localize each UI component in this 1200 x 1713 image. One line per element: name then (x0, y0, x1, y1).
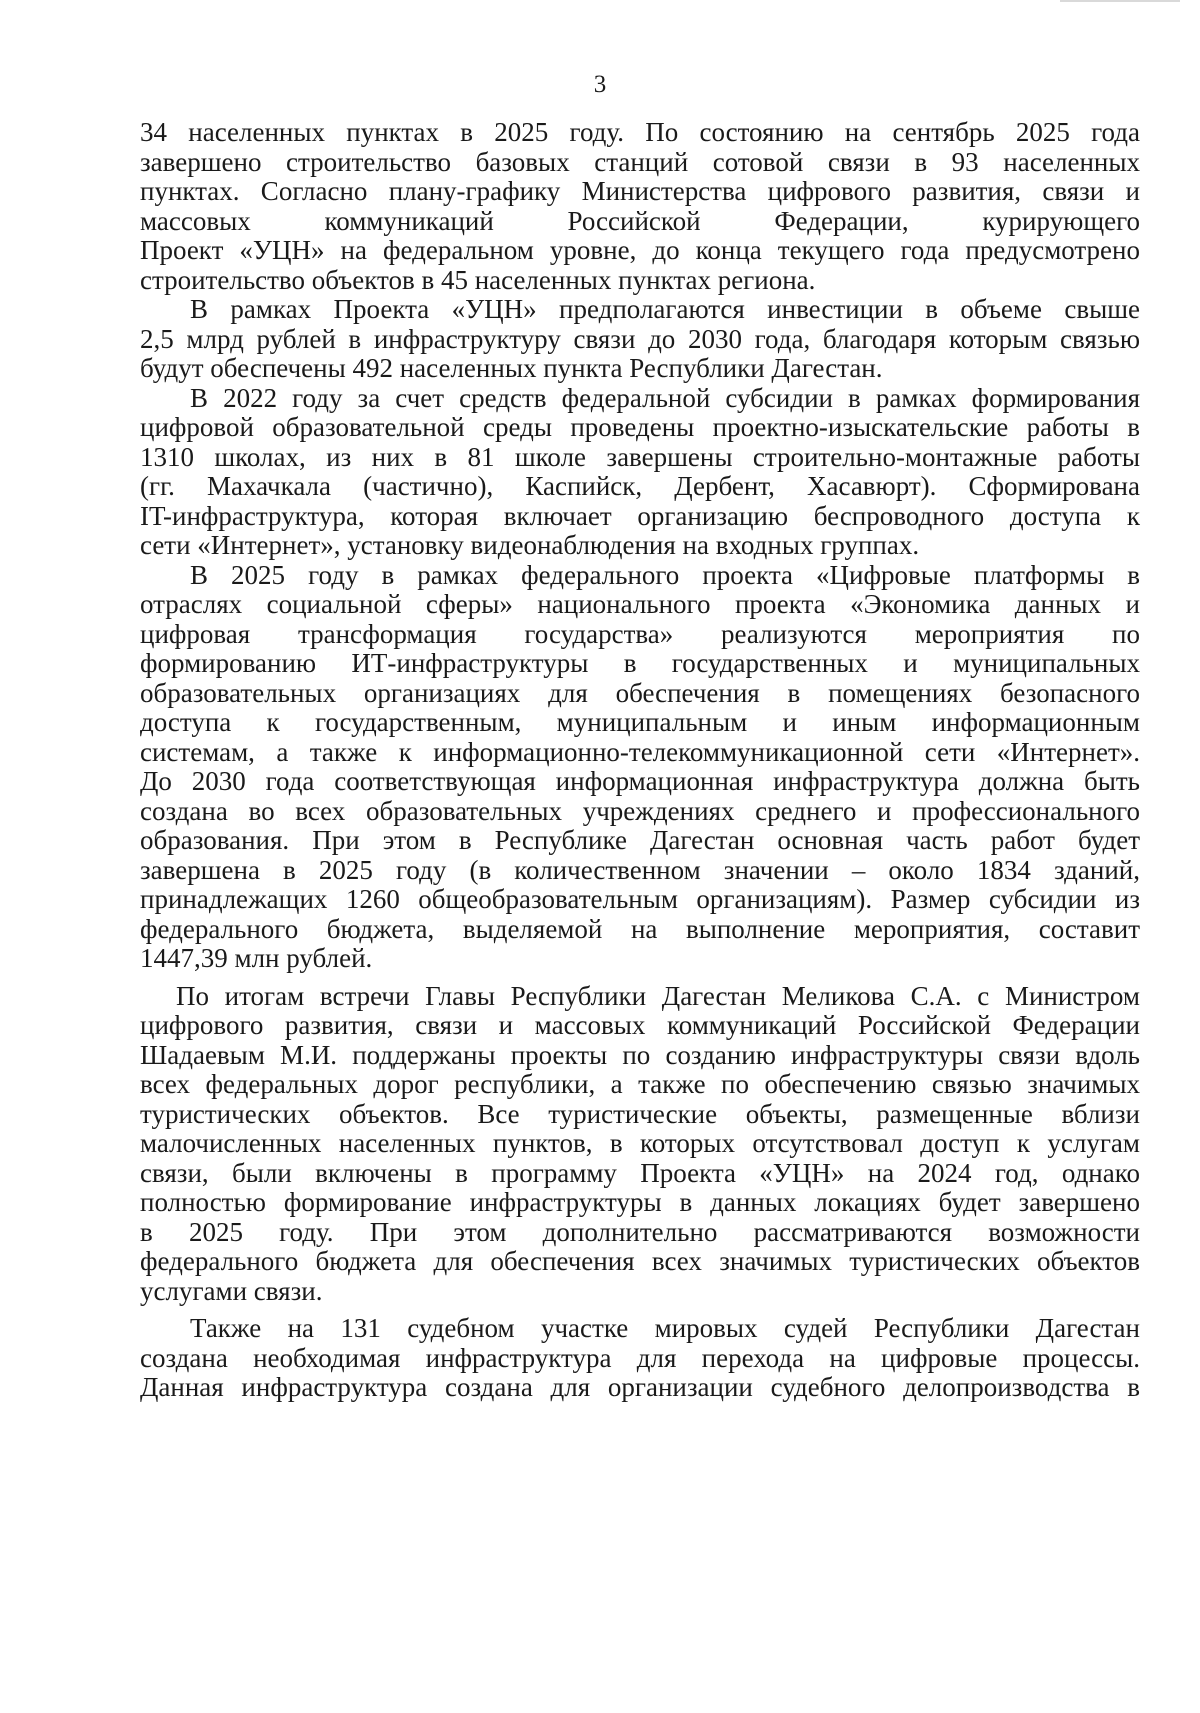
text-line: В рамках Проекта «УЦН» предполагаются инвестиции в объеме свыше (190, 294, 1140, 324)
text-line: завершено строительство базовых станций сотовой связи в 93 населенных (140, 146, 1140, 177)
paragraph-continuation (140, 118, 1140, 295)
text-line: 1447,39 млн рублей. (140, 943, 373, 973)
text-line: принадлежащих 1260 общеобразовательным организациям). Размер субсидии из (140, 884, 1140, 914)
text-line: цифровая трансформация государства» реализуются мероприятия по (140, 618, 1140, 649)
text-line: связи, были включены в программу Проекта «УЦН» на 2024 год, однако (140, 1157, 1140, 1188)
text-line: федерального бюджета для обеспечения всех значимых туристических объектов (140, 1246, 1140, 1276)
document-body (140, 118, 1140, 1403)
text-line: отраслях социальной сферы» национального проекта «Экономика данных и (140, 589, 1140, 619)
text-line: По итогам встречи Главы Республики Дагестан Меликова С.А. с Министром (176, 980, 1140, 1011)
text-line: создана во всех образовательных учреждениях среднего и профессионального (140, 795, 1140, 826)
text-line: сети «Интернет», установку видеонаблюдения на входных группах. (140, 530, 920, 560)
text-line: образовательных организациях для обеспечения в помещениях безопасного (140, 677, 1140, 708)
text-line: федерального бюджета, выделяемой на выполнение мероприятия, составит (140, 913, 1140, 944)
text-line: полностью формирование инфраструктуры в данных локациях будет завершено (140, 1187, 1140, 1217)
text-line: До 2030 года соответствующая информационная инфраструктура должна быть (140, 766, 1140, 796)
text-line: 34 населенных пунктах в 2025 году. По состоянию на сентябрь 2025 года (140, 117, 1140, 147)
paragraph-court-sites (140, 1314, 1140, 1403)
text-line: будут обеспечены 492 населенных пункта Республики Дагестан. (140, 353, 883, 383)
text-line: В 2022 году за счет средств федеральной субсидии в рамках формирования (190, 382, 1140, 413)
paragraph-meeting-results (140, 982, 1140, 1307)
paragraph-2025-digital-platforms (140, 561, 1140, 974)
text-line: пунктах. Согласно плану-графику Министерства цифрового развития, связи и (140, 176, 1140, 206)
text-line: формированию ИТ-инфраструктуры в государственных и муниципальных (140, 648, 1140, 678)
text-line: цифрового развития, связи и массовых коммуникаций Российской Федерации (140, 1010, 1140, 1040)
page-number: 3 (593, 71, 607, 98)
text-line: В 2025 году в рамках федерального проекта «Цифровые платформы в (190, 559, 1140, 590)
text-line: IT-инфраструктура, которая включает организацию беспроводного доступа к (140, 500, 1140, 531)
text-line: завершена в 2025 году (в количественном значении – около 1834 зданий, (140, 854, 1140, 885)
paragraph-ucn-investments (140, 295, 1140, 384)
text-line: 1310 школах, из них в 81 школе завершены строительно-монтажные работы (140, 441, 1140, 472)
text-line: всех федеральных дорог республики, а также по обеспечению связью значимых (140, 1069, 1140, 1099)
paragraph-2022-schools (140, 384, 1140, 561)
text-line: в 2025 году. При этом дополнительно рассматриваются возможности (140, 1216, 1140, 1247)
scan-edge-mark (1060, 0, 1180, 2)
text-line: (гг. Махачкала (частично), Каспийск, Дербент, Хасавюрт). Сформирована (140, 471, 1140, 501)
text-line: массовых коммуникаций Российской Федерации, курирующего (140, 205, 1140, 236)
text-line: системам, а также к информационно-телекоммуникационной сети «Интернет». (140, 736, 1140, 767)
text-line: доступа к государственным, муниципальным и иным информационным (140, 707, 1140, 737)
text-line: 2,5 млрд рублей в инфраструктуру связи до 2030 года, благодаря которым связью (140, 323, 1140, 354)
text-line: создана необходимая инфраструктура для перехода на цифровые процессы. (140, 1342, 1140, 1373)
text-line: строительство объектов в 45 населенных пунктах региона. (140, 264, 816, 295)
text-line: цифровой образовательной среды проведены проектно-изыскательские работы в (140, 412, 1140, 442)
text-line: Также на 131 судебном участке мировых судей Республики Дагестан (190, 1313, 1140, 1343)
text-line: образования. При этом в Республике Дагестан основная часть работ будет (140, 825, 1140, 855)
text-line: услугами связи. (140, 1275, 323, 1306)
text-line: туристических объектов. Все туристические объекты, размещенные вблизи (140, 1098, 1140, 1129)
text-line: Проект «УЦН» на федеральном уровне, до конца текущего года предусмотрено (140, 235, 1140, 265)
text-line: Данная инфраструктура создана для организации судебного делопроизводства в (140, 1372, 1140, 1402)
text-line: Шадаевым М.И. поддержаны проекты по созданию инфраструктуры связи вдоль (140, 1039, 1140, 1070)
text-line: малочисленных населенных пунктов, в которых отсутствовал доступ к услугам (140, 1128, 1140, 1158)
